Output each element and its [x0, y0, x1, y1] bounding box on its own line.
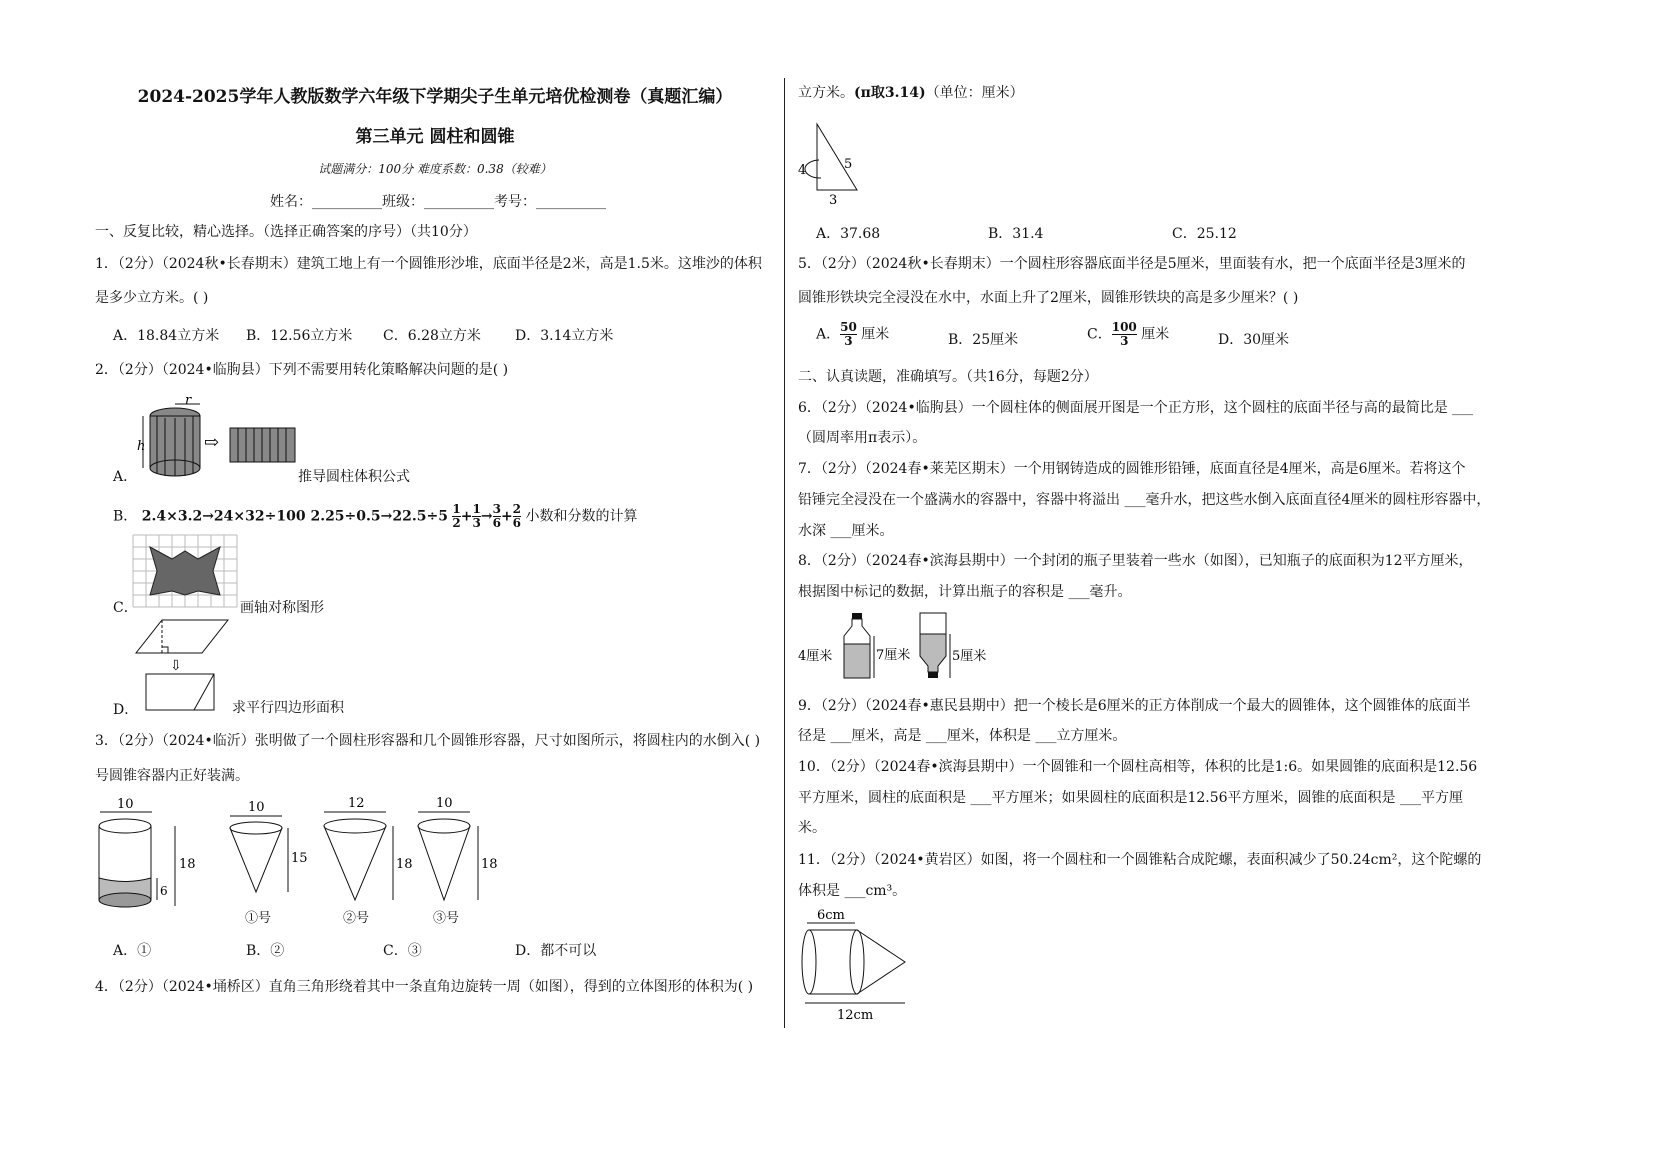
section1-heading: 一、反复比较，精心选择。（选择正确答案的序号）（共10分）	[95, 224, 477, 240]
q9-text-line1: 9．（2分）（2024春•惠民县期中）把一个棱长是6厘米的正方体削成一个最大的圆锥体，这个圆锥体的底面半	[798, 698, 1471, 714]
bottle-figure	[796, 610, 1006, 685]
q2-option-b-expr: 2.4×3.2→24×32÷100 2.25÷0.5→22.5÷5	[141, 508, 448, 525]
q9-text-line2: 径是 ___厘米，高是 ___厘米，体积是 ___立方厘米。	[798, 728, 1127, 744]
q2-option-b-caption: 小数和分数的计算	[525, 508, 638, 525]
q6-text-line1: 6．（2分）（2024•临朐县）一个圆柱体的侧面展开图是一个正方形，这个圆柱的底面半径与高的最简比是 ___	[798, 400, 1474, 416]
svg-text:③号: ③号	[433, 911, 460, 926]
svg-text:12cm: 12cm	[837, 1008, 874, 1023]
q4-option-c[interactable]: C．25.12	[1172, 226, 1237, 242]
q2-option-c-label[interactable]: C．	[113, 600, 138, 616]
svg-text:10: 10	[117, 797, 134, 812]
svg-text:5: 5	[844, 157, 853, 172]
svg-text:7厘米: 7厘米	[876, 648, 911, 663]
q11-text-line1: 11．（2分）（2024•黄岩区）如图，将一个圆柱和一个圆锥粘合成陀螺，表面积减少了50.24cm²，这个陀螺的	[798, 852, 1482, 868]
q8-text-line2: 根据图中标记的数据，计算出瓶子的容积是 ___毫升。	[798, 584, 1132, 600]
q1-option-c[interactable]: C．6.28立方米	[383, 328, 481, 344]
label-h: h	[137, 439, 146, 454]
q1-option-b[interactable]: B．12.56立方米	[246, 328, 353, 344]
svg-text:①号: ①号	[245, 911, 272, 926]
svg-text:6cm: 6cm	[817, 908, 845, 923]
column-divider	[784, 78, 785, 1028]
q4-option-b[interactable]: B．31.4	[988, 226, 1044, 242]
exam-meta: 试题满分：100分 难度系数：0.38（较难）	[318, 162, 552, 176]
spinning-top-figure	[797, 906, 927, 1021]
q3-text-line2: 号圆锥容器内正好装满。	[95, 768, 249, 784]
svg-text:12: 12	[348, 796, 365, 811]
triangle-rotation-figure	[795, 118, 875, 208]
q4-option-a[interactable]: A．37.68	[816, 226, 881, 242]
q7-text-line1: 7．（2分）（2024春•莱芜区期末）一个用钢铸造成的圆锥形铅锤，底面直径是4厘米，高是6厘米。若将这个	[798, 461, 1466, 477]
q11-text-line2: 体积是 ___cm³。	[798, 883, 907, 899]
q2-option-b-label: B．	[113, 508, 138, 525]
down-arrow-icon: ⇩	[170, 658, 182, 674]
q1-text-line1: 1．（2分）（2024秋•长春期末）建筑工地上有一个圆锥形沙堆，底面半径是2米，高是1.5米。这堆沙的体积	[95, 256, 762, 272]
q2-option-a-caption: 推导圆柱体积公式	[298, 469, 410, 485]
svg-text:3: 3	[829, 193, 838, 208]
q3-text-line1: 3．（2分）（2024•临沂）张明做了一个圆柱形容器和几个圆锥形容器，尺寸如图所示，将圆柱内的水倒入( )	[95, 733, 761, 749]
label-r: r	[185, 393, 192, 408]
containers-figure	[95, 798, 515, 928]
q5-option-d[interactable]: D．30厘米	[1218, 332, 1290, 348]
q3-option-c[interactable]: C．③	[383, 943, 422, 959]
q2-option-c-caption: 画轴对称图形	[240, 600, 324, 616]
svg-text:10: 10	[248, 800, 265, 815]
svg-text:4厘米: 4厘米	[798, 649, 833, 664]
parallelogram-figure	[132, 618, 232, 713]
q2-option-b[interactable]: B． 2.4×3.2→24×32÷100 2.25÷0.5→22.5÷5 $\frac{1}{2}$ + $\frac{1}{3}$ → $\frac{3}{6}$ + $\frac{2}{6}$ 小数和分数的计算	[113, 502, 638, 530]
student-info: 姓名：__________班级：__________考号：__________	[270, 194, 606, 210]
svg-text:4: 4	[798, 163, 807, 178]
svg-text:6: 6	[160, 884, 168, 898]
q5-text-line2: 圆锥形铁块完全浸没在水中，水面上升了2厘米，圆锥形铁块的高是多少厘米？( )	[798, 290, 1299, 306]
svg-text:15: 15	[291, 851, 308, 866]
q4-text-line2: 立方米。(π取3.14)（单位：厘米）	[798, 85, 1024, 101]
svg-text:10: 10	[436, 796, 453, 811]
svg-text:②号: ②号	[343, 911, 370, 926]
q5-text-line1: 5．（2分）（2024秋•长春期末）一个圆柱形容器底面半径是5厘米，里面装有水，把一个底面半径是3厘米的	[798, 256, 1466, 272]
section2-heading: 二、认真读题，准确填写。（共16分，每题2分）	[798, 369, 1098, 385]
q6-text-line2: （圆周率用π表示）。	[798, 430, 927, 446]
q3-option-d[interactable]: D．都不可以	[515, 943, 597, 959]
q1-text-line2: 是多少立方米。( )	[95, 290, 209, 306]
q8-text-line1: 8．（2分）（2024春•滨海县期中）一个封闭的瓶子里装着一些水（如图），已知瓶子的底面积为12平方厘米，	[798, 553, 1473, 569]
q3-option-a[interactable]: A．①	[113, 943, 152, 959]
q1-option-d[interactable]: D．3.14立方米	[515, 328, 614, 344]
q10-text-line3: 米。	[798, 820, 826, 836]
q4-text-line1: 4．（2分）（2024•埇桥区）直角三角形绕着其中一条直角边旋转一周（如图），得到的立体图形的体积为( )	[95, 979, 754, 995]
q10-text-line2: 平方厘米，圆柱的底面积是 ___平方厘米；如果圆柱的底面积是12.56平方厘米，圆锥的底面积是 ___平方厘	[798, 790, 1463, 806]
svg-text:18: 18	[481, 857, 498, 872]
right-arrow-icon: ⇨	[204, 432, 220, 453]
unit-title: 第三单元 圆柱和圆锥	[355, 127, 515, 147]
svg-text:18: 18	[179, 857, 196, 872]
cylinder-volume-figure	[130, 393, 290, 478]
q10-text-line1: 10．（2分）（2024春•滨海县期中）一个圆锥和一个圆柱高相等，体积的比是1:6。如果圆锥的底面积是12.56	[798, 759, 1478, 775]
q5-option-a[interactable]: A． $\frac{50}{3}$ 厘米	[816, 320, 890, 348]
q1-option-a[interactable]: A．18.84立方米	[113, 328, 220, 344]
symmetry-grid-figure	[133, 535, 243, 610]
paper-title: 2024-2025学年人教版数学六年级下学期尖子生单元培优检测卷（真题汇编）	[137, 87, 733, 107]
q7-text-line2: 铅锤完全浸没在一个盛满水的容器中，容器中将溢出 ___毫升水，把这些水倒入底面直径4厘米的圆柱形容器中，	[798, 492, 1491, 508]
q5-option-b[interactable]: B．25厘米	[948, 332, 1019, 348]
q7-text-line3: 水深 ___厘米。	[798, 523, 894, 539]
q2-option-a-label[interactable]: A．	[113, 469, 138, 485]
q5-option-c[interactable]: C． $\frac{100}{3}$ 厘米	[1087, 320, 1170, 348]
q2-text: 2．（2分）（2024•临朐县）下列不需要用转化策略解决问题的是( )	[95, 362, 509, 378]
q3-option-b[interactable]: B．②	[246, 943, 285, 959]
q2-option-d-label[interactable]: D．	[113, 702, 139, 718]
q2-option-d-caption: 求平行四边形面积	[232, 700, 344, 716]
svg-text:5厘米: 5厘米	[952, 649, 987, 664]
svg-text:18: 18	[396, 857, 413, 872]
